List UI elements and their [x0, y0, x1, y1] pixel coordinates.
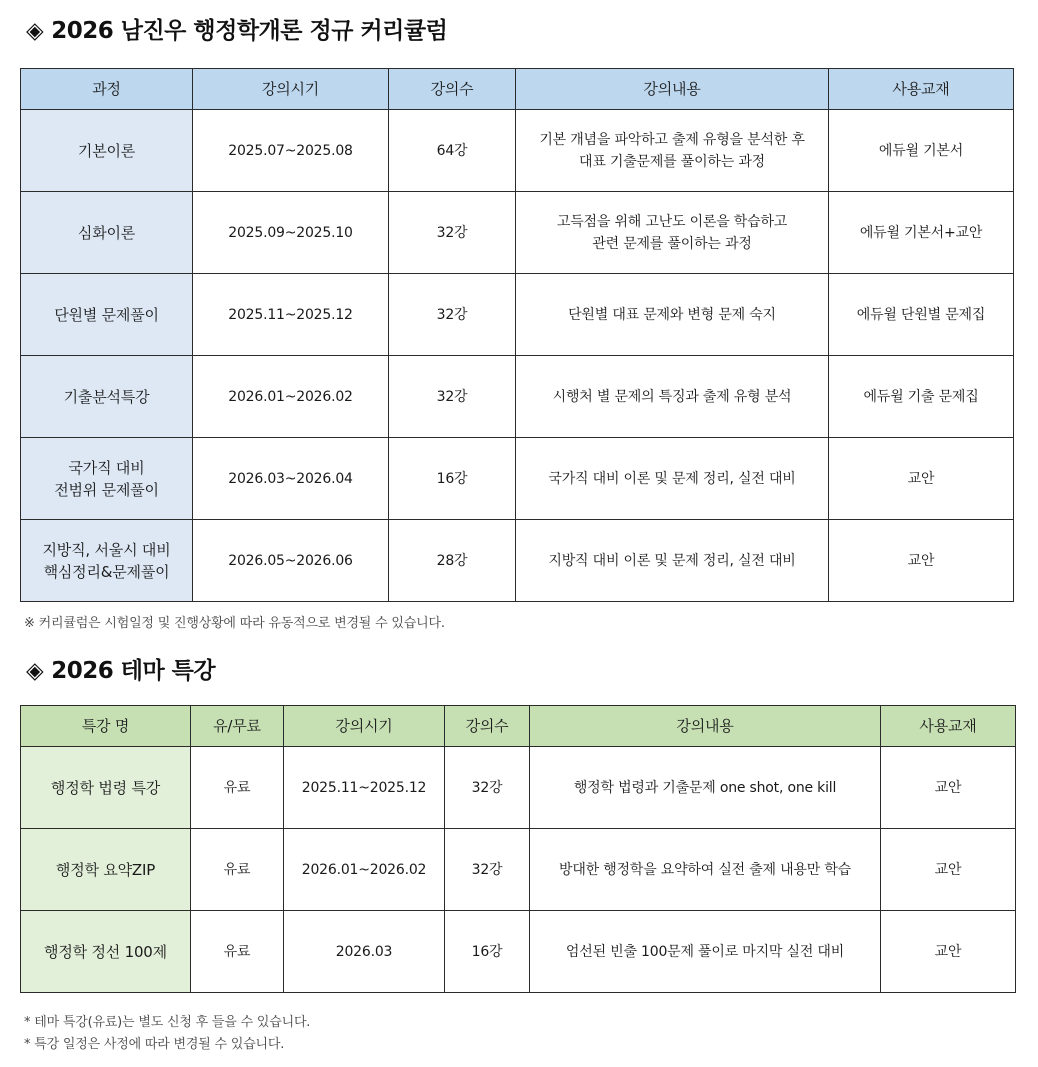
- lecture-name: 행정학 정선 100제: [21, 911, 191, 993]
- header-content: 강의내용: [516, 69, 829, 110]
- special-header-row: [21, 706, 1016, 747]
- curriculum-title-text: 2026 남진우 행정학개론 정규 커리큘럼: [51, 18, 448, 44]
- header-fee: 유/무료: [191, 706, 284, 747]
- table-row: [21, 356, 1014, 438]
- course-book: 교안: [829, 520, 1014, 602]
- curriculum-header-row: [21, 69, 1014, 110]
- lecture-content: 행정학 법령과 기출문제 one shot, one kill: [530, 747, 881, 829]
- course-book: 에듀윌 기본서+교안: [829, 192, 1014, 274]
- lecture-count: 16강: [445, 911, 530, 993]
- course-content: 지방직 대비 이론 및 문제 정리, 실전 대비: [516, 520, 829, 602]
- course-period: 2025.07~2025.08: [193, 110, 389, 192]
- special-lecture-table: [20, 705, 1016, 993]
- course-book: 에듀윌 기본서: [829, 110, 1014, 192]
- lecture-name: 행정학 요약ZIP: [21, 829, 191, 911]
- lecture-book: 교안: [881, 747, 1016, 829]
- lecture-period: 2025.11~2025.12: [284, 747, 445, 829]
- course-book: 에듀윌 단원별 문제집: [829, 274, 1014, 356]
- course-count: 32강: [389, 192, 516, 274]
- curriculum-title: [26, 12, 447, 45]
- header-period: 강의시기: [284, 706, 445, 747]
- table-row: [21, 747, 1016, 829]
- table-row: [21, 520, 1014, 602]
- course-content: 국가직 대비 이론 및 문제 정리, 실전 대비: [516, 438, 829, 520]
- lecture-count: 32강: [445, 829, 530, 911]
- header-count: 강의수: [445, 706, 530, 747]
- special-note-2: * 특강 일정은 사정에 따라 변경될 수 있습니다.: [24, 1037, 285, 1052]
- course-period: 2026.05~2026.06: [193, 520, 389, 602]
- lecture-name: 행정학 법령 특강: [21, 747, 191, 829]
- course-period: 2026.01~2026.02: [193, 356, 389, 438]
- header-book: 사용교재: [829, 69, 1014, 110]
- course-period: 2025.11~2025.12: [193, 274, 389, 356]
- course-content: 단원별 대표 문제와 변형 문제 숙지: [516, 274, 829, 356]
- header-count: 강의수: [389, 69, 516, 110]
- course-name: 단원별 문제풀이: [21, 274, 193, 356]
- curriculum-note: ※ 커리큘럼은 시험일정 및 진행상황에 따라 유동적으로 변경될 수 있습니다.: [24, 616, 445, 631]
- lecture-fee: 유료: [191, 829, 284, 911]
- lecture-count: 32강: [445, 747, 530, 829]
- course-name: 지방직, 서울시 대비 핵심정리&문제풀이: [21, 520, 193, 602]
- course-name: 심화이론: [21, 192, 193, 274]
- course-book: 교안: [829, 438, 1014, 520]
- course-content: 시행처 별 문제의 특징과 출제 유형 분석: [516, 356, 829, 438]
- course-content: 고득점을 위해 고난도 이론을 학습하고 관련 문제를 풀이하는 과정: [516, 192, 829, 274]
- lecture-book: 교안: [881, 829, 1016, 911]
- course-name: 국가직 대비 전범위 문제풀이: [21, 438, 193, 520]
- course-book: 에듀윌 기출 문제집: [829, 356, 1014, 438]
- special-title-text: 2026 테마 특강: [51, 658, 216, 684]
- table-row: [21, 110, 1014, 192]
- table-row: [21, 438, 1014, 520]
- course-count: 16강: [389, 438, 516, 520]
- lecture-fee: 유료: [191, 911, 284, 993]
- special-title: [26, 652, 215, 685]
- diamond-icon: ◈: [26, 658, 44, 684]
- course-content: 기본 개념을 파악하고 출제 유형을 분석한 후 대표 기출문제를 풀이하는 과정: [516, 110, 829, 192]
- lecture-fee: 유료: [191, 747, 284, 829]
- table-row: [21, 192, 1014, 274]
- course-period: 2025.09~2025.10: [193, 192, 389, 274]
- diamond-icon: ◈: [26, 18, 44, 44]
- course-period: 2026.03~2026.04: [193, 438, 389, 520]
- header-name: 특강 명: [21, 706, 191, 747]
- header-content: 강의내용: [530, 706, 881, 747]
- course-name: 기본이론: [21, 110, 193, 192]
- header-course: 과정: [21, 69, 193, 110]
- lecture-period: 2026.01~2026.02: [284, 829, 445, 911]
- curriculum-table: [20, 68, 1014, 602]
- table-row: [21, 911, 1016, 993]
- course-count: 32강: [389, 274, 516, 356]
- lecture-period: 2026.03: [284, 911, 445, 993]
- header-book: 사용교재: [881, 706, 1016, 747]
- lecture-book: 교안: [881, 911, 1016, 993]
- header-period: 강의시기: [193, 69, 389, 110]
- lecture-content: 방대한 행정학을 요약하여 실전 출제 내용만 학습: [530, 829, 881, 911]
- table-row: [21, 829, 1016, 911]
- course-count: 28강: [389, 520, 516, 602]
- course-count: 32강: [389, 356, 516, 438]
- special-note-1: * 테마 특강(유료)는 별도 신청 후 들을 수 있습니다.: [24, 1015, 311, 1030]
- course-name: 기출분석특강: [21, 356, 193, 438]
- lecture-content: 엄선된 빈출 100문제 풀이로 마지막 실전 대비: [530, 911, 881, 993]
- table-row: [21, 274, 1014, 356]
- course-count: 64강: [389, 110, 516, 192]
